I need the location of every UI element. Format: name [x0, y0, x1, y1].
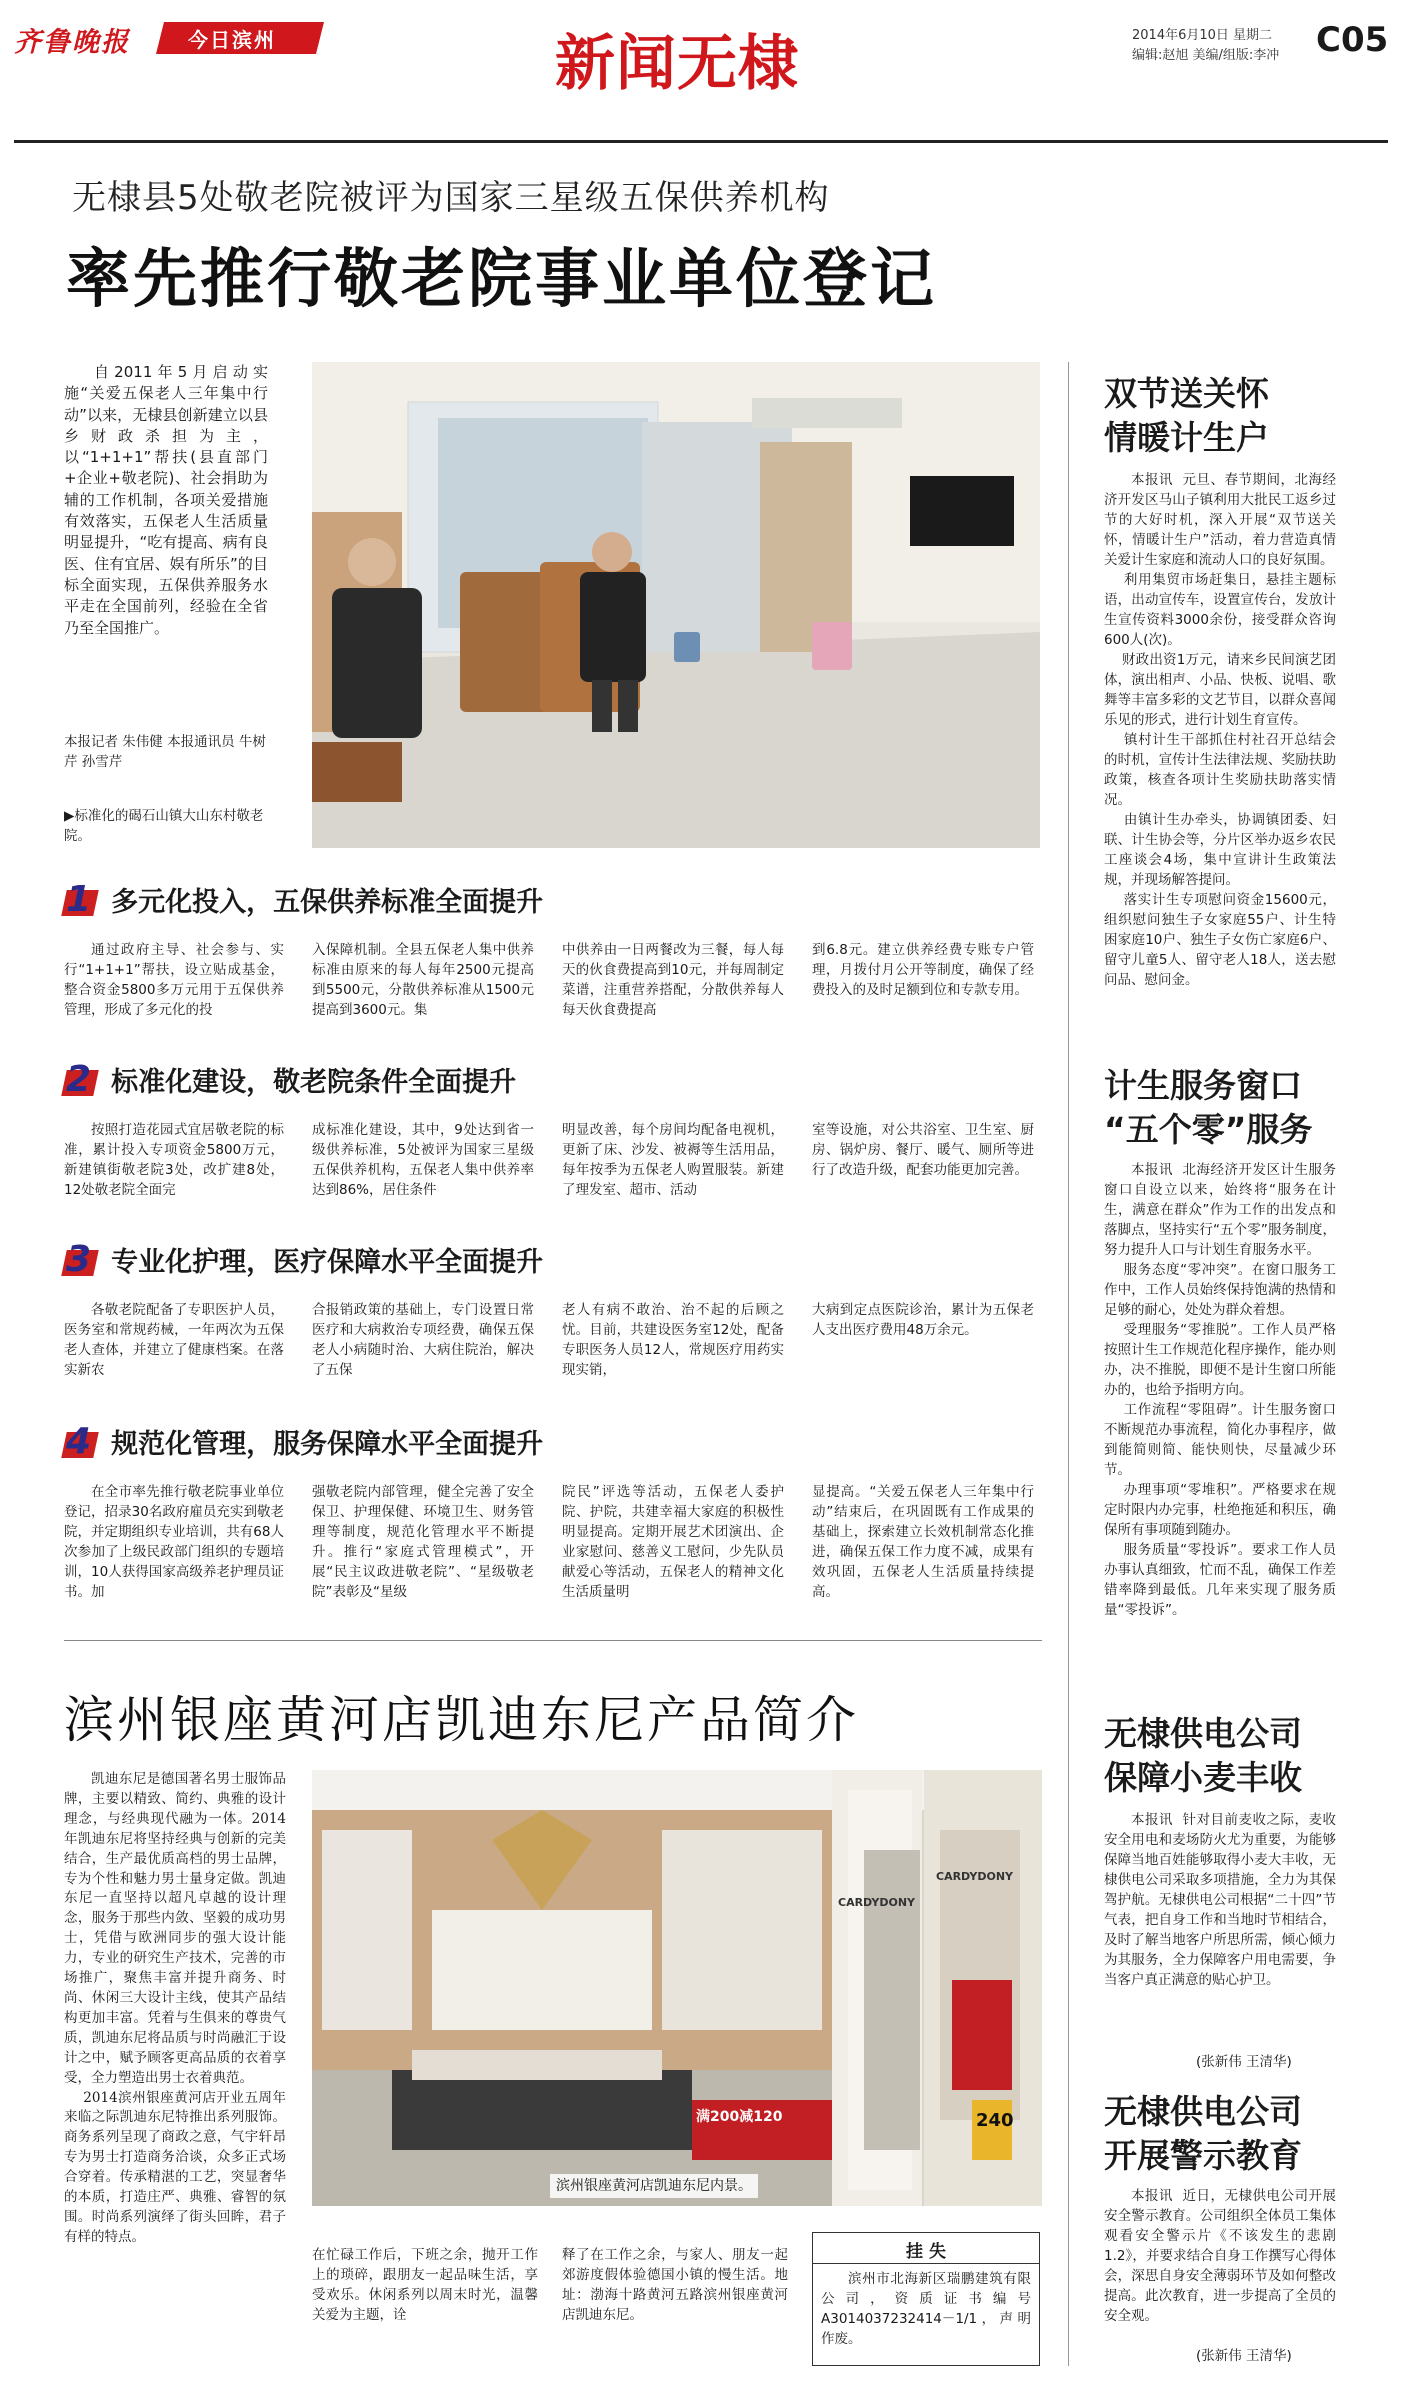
price-tag-promo: 满200减120 [696, 2109, 783, 2125]
article-headline: 率先推行敬老院事业单位登记 [66, 243, 937, 317]
ad-column-3: 释了在工作之余，与家人、朋友一起郊游度假体验德国小镇的慢生活。地址：渤海十路黄河五路滨州银座黄河店凯迪东尼。 [562, 2247, 788, 2323]
sidebar-1-title-line2: 情暖计生户 [1104, 418, 1269, 457]
article-byline: 本报记者 朱伟健 本报通讯员 牛树芹 孙雪芹 [64, 734, 266, 770]
sidebar-4-body: 本报讯 近日，无棣供电公司开展安全警示教育。公司组织全体员工集体观看安全警示片《不该发生的悲剧1.2》，并要求结合自身工作撰写心得体会，深思自身安全薄弱环节及如何整改提高。此次教育，进一步提高了全员的安全观。 [1104, 2188, 1336, 2324]
masthead [0, 0, 1409, 120]
ad-divider [64, 1640, 1042, 1641]
shop-sign-left: CARDYDONY [838, 1896, 916, 1909]
section-4-col-1: 在全市率先推行敬老院事业单位登记，招录30名政府雇员充实到敬老院，并定期组织专业培训，共有68人次参加了上级民政部门组织的专题培训，10人获得国家高级养老护理员证书。加 [64, 1484, 284, 1600]
section-2-col-1: 按照打造花园式宜居敬老院的标准，累计投入专项资金5800万元，新建镇街敬老院3处，改扩建8处，12处敬老院全面完 [64, 1122, 284, 1198]
sidebar-1-title [1104, 372, 1269, 460]
editor-line: 编辑:赵旭 美编/组版:李冲 [1132, 48, 1280, 63]
section-4-col-3: 院民”评选等活动，五保老人委护院、护院，共建幸福大家庭的积极性明显提高。定期开展艺术团演出、企业家慰问、慈善义工慰问，少先队员献爱心等活动，五保老人的精神文化生活质量明 [562, 1484, 784, 1600]
lost-notice-box [812, 2232, 1040, 2366]
section-3-col-1: 各敬老院配备了专职医护人员，医务室和常规药械，一年两次为五保老人查体，并建立了健康档案。在落实新农 [64, 1302, 284, 1378]
section-3-heading [64, 1240, 1044, 1279]
date-line: 2014年6月10日 星期二 [1132, 28, 1273, 43]
section-3-title: 专业化护理，医疗保障水平全面提升 [111, 1247, 544, 1278]
section-2-col-4: 室等设施，对公共浴室、卫生室、厨房、锅炉房、餐厅、暖气、厕所等进行了改造升级，配套功能更加完善。 [812, 1122, 1034, 1178]
ad-column-1: 凯迪东尼是德国著名男士服饰品牌，主要以精致、简约、典雅的设计理念，与经典现代融为一体。2014年凯迪东尼将坚持经典与创新的完美结合，生产最优质高档的男士品牌，专为个性和魅力男士量身定做。凯迪东尼一直坚持以超凡卓越的设计理念，服务于那些内敛、坚毅的成功男士，凭借与欧洲同步的强大设计能力，专业的研究生产技术，完善的市场推广，聚焦丰富并提升商务、时尚、休闲三大设计主线，使其产品结构更加丰富。凭着与生俱来的尊贵气质，凯迪东尼将品质与时尚融汇于设计之中，赋予顾客更高品质的衣着享受，全力塑造出男士衣着典范。 2014滨州银座黄河店开业五周年来临之际凯迪东尼特推出系列服饰。商务系列呈现了商政之意，气宇轩昂专为男士打造商务洽谈，众多正式场合穿着。传承精湛的工艺，突显奢华的本质，打造庄严、典雅、睿智的氛围。时尚系列演绎了街头回眸，君子有样的特点。 [64, 1771, 286, 2245]
sidebar-4-title-line1: 无棣供电公司 [1104, 2092, 1302, 2131]
section-2-col-2: 成标准化建设，其中，9处达到省一级供养标准，5处被评为国家三星级五保供养机构，五保老人集中供养率达到86%，居住条件 [312, 1122, 534, 1198]
sidebar-4-sign: (张新伟 王清华) [1196, 2348, 1292, 2364]
section-4-col-2: 强敬老院内部管理，健全完善了安全保卫、护理保健、环境卫生、财务管理等制度，规范化管理水平不断提升。推行“家庭式管理模式”，开展“民主议政进敬老院”、“星级敬老院”表彰及“星级 [312, 1484, 534, 1600]
section-3-col-3: 老人有病不敢治、治不起的后顾之忧。目前，共建设医务室12处，配备专职医务人员12人，常规医疗用药实现实销， [562, 1302, 784, 1378]
ad-column-2: 在忙碌工作后，下班之余，抛开工作上的琐碎，跟朋友一起品味生活，享受欢乐。休闲系列以周末时光，温馨关爱为主题，诠 [312, 2247, 538, 2323]
section-1-col-3: 中供养由一日两餐改为三餐，每人每天的伙食费提高到10元，并每周制定菜谱，注重营养搭配，分散供养每人每天伙食费提高 [562, 942, 784, 1018]
sidebar-4-title [1104, 2090, 1302, 2178]
sidebar-2-title-line2: “五个零”服务 [1104, 1110, 1313, 1149]
price-tag-number: 240 [976, 2110, 1014, 2131]
section-4-heading [64, 1422, 1044, 1461]
page-section-title: 新闻无棣 [555, 29, 799, 99]
paper-logo: 齐鲁晚报 [14, 27, 130, 58]
lost-notice-title: 挂 失 [906, 2242, 946, 2262]
store-interior-illustration [312, 1770, 1042, 2206]
sidebar-3-title-line1: 无棣供电公司 [1104, 1714, 1302, 1753]
sidebar-3-title-line2: 保障小麦丰收 [1104, 1758, 1302, 1797]
shop-sign-right: CARDYDONY [936, 1870, 1014, 1883]
sidebar-2-body: 本报讯 北海经济开发区计生服务窗口自设立以来，始终将“服务在计生，满意在群众”作为工作的出发点和落脚点，坚持实行“五个零”服务制度，努力提升人口与计划生育服务水平。 服务态度“零冲突”。在窗口服务工作中，工作人员始终保持饱满的热情和足够的耐心，处处为群众着想。 受理服务“零推脱”。工作人员严格按照计生工作规范化程序操作，能办则办，决不推脱，即便不是计生窗口所能办的，也给予指明方向。 工作流程“零阻碍”。计生服务窗口不断规范办事流程，简化办事程序，做到能简则简、能快则快，尽量减少环节。 办理事项“零堆积”。严格要求在规定时限内办完事，杜绝拖延和积压，确保所有事项随到随办。 服务质量“零投诉”。要求工作人员办事认真细致，忙而不乱，确保工作差错率降到最低。几年来实现了服务质量“零投诉”。 [1104, 1162, 1336, 1618]
section-4-title: 规范化管理，服务保障水平全面提升 [111, 1429, 544, 1460]
section-4-badge: 4 [64, 1426, 96, 1458]
section-1-col-2: 入保障机制。全县五保老人集中供养标准由原来的每人每年2500元提高到5500元，分散供养标准从1500元提高到3600元。集 [312, 942, 534, 1018]
sidebar-3-sign: (张新伟 王清华) [1196, 2054, 1292, 2070]
sidebar-2-title-line1: 计生服务窗口 [1104, 1066, 1302, 1105]
section-1-title: 多元化投入，五保供养标准全面提升 [111, 887, 544, 918]
store-photo-caption: 滨州银座黄河店凯迪东尼内景。 [550, 2174, 758, 2198]
section-3-col-2: 合报销政策的基础上，专门设置日常医疗和大病救治专项经费，确保五保老人小病随时治、大病住院治，解决了五保 [312, 1302, 534, 1378]
sidebar-4-title-line2: 开展警示教育 [1104, 2136, 1302, 2175]
lost-notice-body: 滨州市北海新区瑞鹏建筑有限公司，资质证书编号A3014037232414－1/1，声明作废。 [821, 2271, 1031, 2347]
section-2-heading [64, 1060, 1044, 1099]
lost-notice-rule [813, 2263, 1039, 2264]
section-2-col-3: 明显改善，每个房间均配备电视机，更新了床、沙发、被褥等生活用品，每年按季为五保老人购置服装。新建了理发室、超市、活动 [562, 1122, 784, 1198]
store-interior-photo [312, 1770, 1042, 2206]
section-1-col-4: 到6.8元。建立供养经费专账专户管理，月拨付月公开等制度，确保了经费投入的及时足额到位和专款专用。 [812, 942, 1034, 998]
section-1-badge: 1 [64, 884, 96, 916]
sidebar-rule [1068, 362, 1069, 2366]
section-2-title: 标准化建设，敬老院条件全面提升 [111, 1067, 517, 1098]
section-3-badge: 3 [64, 1244, 96, 1276]
nursing-home-photo [312, 362, 1040, 848]
page-number: C05 [1316, 20, 1389, 60]
sidebar-3-title [1104, 1712, 1302, 1800]
ad-headline: 滨州银座黄河店凯迪东尼产品简介 [64, 1691, 859, 1749]
section-1-col-1: 通过政府主导、社会参与、实行“1+1+1”帮扶，设立贴成基金，整合资金5800多万元用于五保供养管理，形成了多元化的投 [64, 942, 284, 1018]
section-3-col-4: 大病到定点医院诊治，累计为五保老人支出医疗费用48万余元。 [812, 1302, 1034, 1338]
article-lead: 自2011年5月启动实施“关爱五保老人三年集中行动”以来，无棣县创新建立以县乡财政杀担为主，以“1+1+1”帮扶(县直部门+企业+敬老院)、社会捐助为辅的工作机制，各项关爱措施有效落实，五保老人生活质量明显提升，“吃有提高、病有良医、住有宜居、娱有所乐”的目标全面实现，五保供养服务水平走在全国前列，经验在全省乃至全国推广。 [64, 363, 268, 637]
masthead-rule [14, 140, 1388, 143]
section-2-badge: 2 [64, 1064, 96, 1096]
photo-caption: ▶标准化的碣石山镇大山东村敬老院。 [64, 808, 264, 844]
sidebar-3-body: 本报讯 针对目前麦收之际，麦收安全用电和麦场防火尤为重要，为能够保障当地百姓能够取得小麦大丰收，无棣供电公司采取多项措施，全力为其保驾护航。无棣供电公司根据“二十四”节气表，把自身工作和当地时节相结合，及时了解当地客户所思所需，倾心倾力为其服务，全力保障客户用电需要，争当客户真正满意的贴心护卫。 [1104, 1812, 1336, 1988]
article-kicker: 无棣县5处敬老院被评为国家三星级五保供养机构 [72, 178, 830, 218]
section-1-heading [64, 880, 1044, 919]
nursing-home-photo-illustration [312, 362, 1040, 848]
sidebar-2-title [1104, 1064, 1312, 1152]
sidebar-1-body: 本报讯 元旦、春节期间，北海经济开发区马山子镇利用大批民工返乡过节的大好时机，深入开展“双节送关怀，情暖计生户”活动，着力营造真情关爱计生家庭和流动人口的良好氛围。 利用集贸市场赶集日，悬挂主题标语，出动宣传车，设置宣传台，发放计生宣传资料3000余份，接受群众咨询600人(次)。 财政出资1万元，请来乡民间演艺团体，演出相声、小品、快板、说唱、歌舞等丰富多彩的文艺节目，以群众喜闻乐见的形式，进行计划生育宣传。 镇村计生干部抓住村社召开总结会的时机，宣传计生法律法规、奖励扶助政策，核查各项计生奖励扶助落实情况。 由镇计生办牵头，协调镇团委、妇联、计生协会等，分片区举办返乡农民工座谈会4场，集中宣讲计生政策法规，并现场解答提问。 落实计生专项慰问资金15600元，组织慰问独生子女家庭55户、计生特困家庭10户、独生子女伤亡家庭6户、留守儿童5人、留守老人18人，送去慰问品、慰问金。 [1104, 472, 1336, 988]
sidebar-1-title-line1: 双节送关怀 [1104, 374, 1269, 413]
section-tag-label: 今日滨州 [188, 28, 276, 52]
section-4-col-4: 显提高。“关爱五保老人三年集中行动”结束后，在巩固既有工作成果的基础上，探索建立长效机制常态化推进，确保五保工作力度不减，成果有效巩固，五保老人生活质量持续提高。 [812, 1484, 1034, 1600]
